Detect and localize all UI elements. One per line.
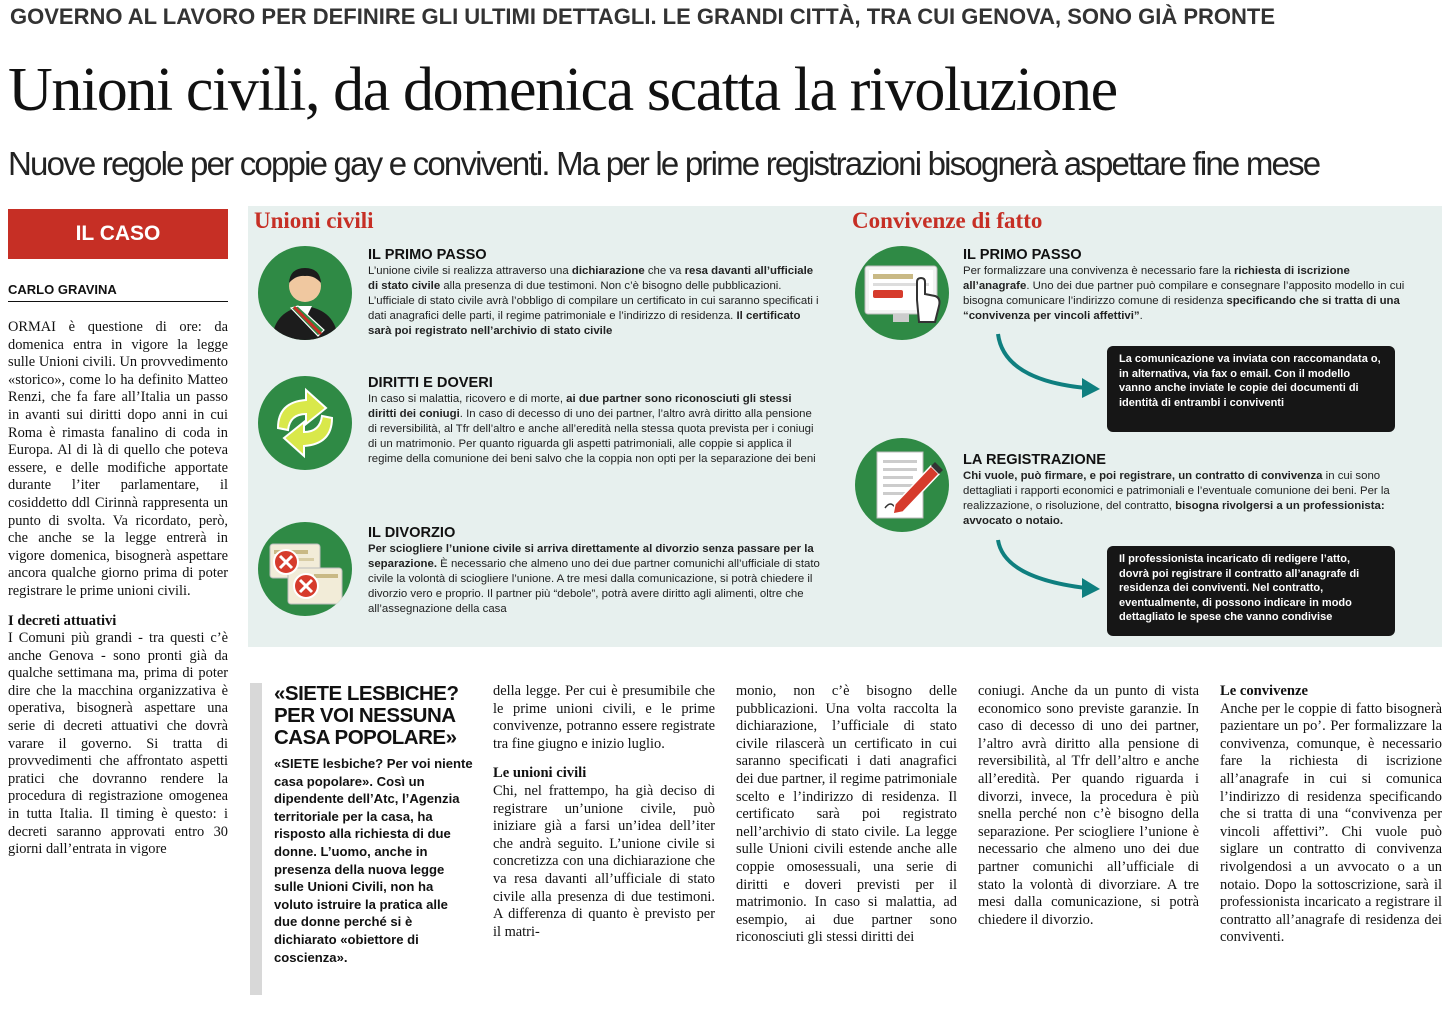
headline: Unioni civili, da domenica scatta la rivoluzione — [8, 56, 1117, 124]
cancel-forms-icon — [258, 522, 352, 616]
item-text-registrazione: Chi vuole, può firmare, e poi registrare, un contratto di convivenza in cui sono dettagliati i rapporti economici e patrimoniali e l’eventuale comunione dei beni. Per la realizzazione, o risoluzione, del contratto, bisogna rivolgersi a un professionista: avvocato o notaio. — [963, 470, 1390, 527]
item-title-primo-passo-convivenze: IL PRIMO PASSO — [963, 247, 1082, 263]
arrow-icon-note-2 — [990, 538, 1110, 608]
il-caso-badge: IL CASO — [8, 209, 228, 259]
item-title-primo-passo-unioni: IL PRIMO PASSO — [368, 247, 487, 263]
item-title-diritti-doveri: DIRITTI E DOVERI — [368, 375, 493, 391]
article-column-5 — [1220, 683, 1442, 999]
item-text-primo-passo-unioni: L’unione civile si realizza attraverso una dichiarazione che va resa davanti all’ufficiale di stato civile alla presenza di due testimoni. Non c’è bisogno delle pubblicazioni. L’ufficiale di stato civile avrà l’obbligo di compilare un certificato in cui saranno specificati i dati anagrafici delle parti, il regime patrimoniale e l’indirizzo di residenza. Il certificato sarà poi registrato nell’archivio di stato civile — [368, 265, 819, 337]
pullquote-body: «SIETE lesbiche? Per voi niente casa popolare». Così un dipendente dell’Atc, l’Agenzia territoriale per la casa, ha risposto alla richiesta di due donne. L’uomo, anche in presenza della nuova legge sulle Unioni Civili, non ha voluto istruire la pratica alle due donne perché si è dichiarato «obiettore di coscienza». — [274, 756, 473, 965]
section-title-unioni-civili: Unioni civili — [254, 208, 374, 233]
kicker: GOVERNO AL LAVORO PER DEFINIRE GLI ULTIMI DETTAGLI. LE GRANDI CITTÀ, TRA CUI GENOVA, SONO GIÀ PRONTE — [10, 4, 1276, 29]
article-column-2 — [493, 683, 715, 999]
article-paragraph: ORMAI è questione di ore: da domenica entra in vigore la legge sulle Unioni civili. Un provvedimento «storico», come lo ha definito Matteo Renzi, che fa fare all’Italia un passo in avanti sui diritti dopo anni in cui Roma è rimasta fanalino di coda in Europa. Al di là di quello che poteva essere, e delle modifiche apportate durante l’iter parlamentare, il cosiddetto ddl Cirinnà rappresenta un punto di svolta. Va ricordato, però, che anche se la legge entrerà in vigore domenica, bisognerà aspettare ancora qualche giorno prima di poter registrare le prime unioni civili. — [8, 319, 228, 599]
section-title-convivenze: Convivenze di fatto — [852, 208, 1043, 233]
article-subhead: Le convivenze — [1220, 683, 1308, 699]
item-text-divorzio: Per sciogliere l’unione civile si arriva direttamente al divorzio senza passare per la separazione. È necessario che almeno uno dei due partner comunichi all’ufficiale di stato civile la volontà di sciogliere l’unione. A tre mesi dalla comunicazione, si potrà chiedere il divorzio vero e proprio. Il partner più “debole”, potrà avere diritto agli alimenti, oltre che all’assegnazione della casa — [368, 543, 820, 615]
article-column-1 — [8, 319, 228, 999]
article-subhead: Le unioni civili — [493, 765, 587, 782]
item-text-primo-passo-convivenze: Per formalizzare una convivenza è necessario fare la richiesta di iscrizione all’anagrafe. Uno dei due partner può compilare e consegnare l’apposito modello in cui bisogna comunicare l’indirizzo comune di residenza specificando che si tratta di una “convivenza per vincoli affettivi”. — [963, 265, 1405, 322]
item-text-diritti-doveri: In caso si malattia, ricovero e di morte, ai due partner sono riconosciuti gli stessi diritti dei coniugi. In caso di decesso di uno dei partner, l’altro avrà diritto alla pensione di reversibilità, al Tfr dell’altro e anche all’eredità nella stessa quota prevista per i coniugi di un matrimonio. Per quanto riguarda gli aspetti patrimoniali, alle coppie si applica il regime della comunione dei beni salvo che la coppia non opti per la separazione dei beni — [368, 393, 816, 465]
article-paragraph: monio, non c’è bisogno delle pubblicazioni. Una volta raccolta la dichiarazione, l’ufficiale di stato civile rilascerà un certificato in cui saranno specificati i dati anagrafici dei due partner, il regime patrimoniale scelto e l’indirizzo di residenza. Il certificato sarà poi registrato nell’archivio di stato civile. La legge sulle Unioni civili estende anche alle coppie omosessuali, una serie di diritti e doveri previsti per il matrimonio. In caso si malattia, ad esempio, ai due partner sono riconosciuti gli stessi diritti dei — [736, 683, 957, 946]
article-paragraph: Anche per le coppie di fatto bisognerà pazientare un po’. Per formalizzare la convivenza, comunque, è necessario fare la richiesta di iscrizione all’anagrafe in cui si comunica l’indirizzo di residenza specificando che si tratta di una “convivenza per vincoli affettivi”. Chi vuole può siglare un contratto di convivenza rivolgendosi a un avvocato o a un notaio. Dopo la sottoscrizione, sarà il professionista incaricato a registrare il contratto all’anagrafe di residenza dei conviventi. — [1220, 700, 1442, 946]
article-paragraph: coniugi. Anche da un punto di vista economico sono previste garanzie. In caso di decesso di uno dei partner, l’altro avrà diritto alla pensione di reversibilità, al Tfr dell’altro e anche all’eredità. Per quando riguarda i divorzi, invece, la procedura è più snella perché non c’è bisogno della separazione. Per sciogliere l’unione è necessario che almeno uno dei due partner comunichi all’ufficiale di stato la volontà di divorziare. A tre mesi dalla comunicazione, si potrà chiedere il divorzio. — [978, 683, 1199, 928]
pullquote-title: «SIETE LESBICHE? PER VOI NESSUNA CASA POPOLARE» — [274, 682, 459, 749]
article-column-3 — [736, 683, 957, 999]
item-title-registrazione: LA REGISTRAZIONE — [963, 452, 1106, 468]
computer-form-icon — [855, 246, 949, 340]
recycle-arrows-icon — [258, 376, 352, 470]
byline: CARLO GRAVINA — [8, 281, 228, 302]
article-paragraph: I Comuni più grandi - tra questi c’è anche Genova - sono pronti già da qualche settimana ma, prima di poter dire che la macchina organizzativa è operativa, bisognerà aspettare una serie di decreti attuativi che dovrà varare il governo. Si tratta di provvedimenti che affrontato aspetti pratici che dovranno rendere la procedura di registrazione omogenea in tutta Italia. Il timing è questo: i decreti saranno approvati entro 30 giorni dall’entrata in vigore — [8, 630, 228, 858]
article-paragraph: della legge. Per cui è presumibile che le prime unioni civili, e le prime convivenze, potranno essere registrate tra fine giugno e inizio luglio. — [493, 683, 715, 752]
pullquote-box — [250, 683, 473, 995]
item-title-divorzio: IL DIVORZIO — [368, 525, 456, 541]
note-box-professionista: Il professionista incaricato di redigere l’atto, dovrà poi registrare il contratto all’anagrafe di residenza dei conviventi. Nel contratto, eventualmente, di possono indicare in modo dettagliato le spese che vanno condivise — [1107, 546, 1395, 636]
mayor-icon — [258, 246, 352, 340]
article-paragraph: Chi, nel frattempo, ha già deciso di registrare un’unione civile, può iniziare già a farsi un’idea dell’iter che andrà seguito. L’unione civile si concretizza con una dichiarazione che va resa davanti all’ufficiale di stato civile alla presenza di due testimoni. A differenza di quanto è previsto per il matri- — [493, 782, 715, 940]
article-subhead: I decreti attuativi — [8, 612, 117, 629]
note-box-comunicazione: La comunicazione va inviata con raccomandata o, in alternativa, via fax o email. Con il modello vanno anche inviate le copie dei documenti di identità di entrambi i conviventi — [1107, 346, 1395, 432]
article-column-4 — [978, 683, 1199, 999]
contract-pen-icon — [855, 438, 949, 532]
subheadline: Nuove regole per coppie gay e conviventi. Ma per le prime registrazioni bisognerà aspettare fine mese — [8, 145, 1320, 182]
arrow-icon-note-1 — [990, 332, 1110, 402]
